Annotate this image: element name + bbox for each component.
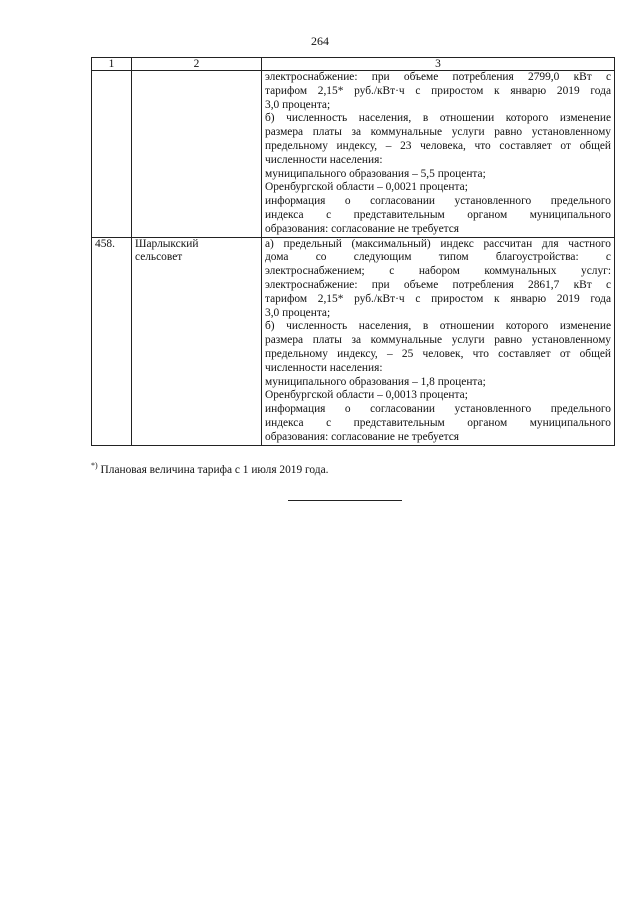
- footnote-mark: *): [91, 461, 98, 470]
- description-line: тарифом 2,15* руб./кВт·ч с приростом к январю 2019 года: [265, 84, 611, 97]
- description-line: информация о согласовании установленного предельного: [265, 195, 611, 208]
- description-line: электроснабжение: при объеме потребления 2861,7 кВт с: [265, 278, 611, 291]
- municipality-name-line: сельсовет: [135, 251, 183, 264]
- table-header-row: [92, 58, 615, 71]
- description-line: численности населения:: [265, 361, 383, 374]
- description-line: электроснабжением; с набором коммунальных услуг:: [265, 265, 611, 278]
- description-line: а) предельный (максимальный) индекс рассчитан для частного: [265, 237, 611, 250]
- description-line: Оренбургской области – 0,0013 процента;: [265, 389, 468, 402]
- header-col-1: 1: [92, 58, 132, 71]
- description-line: муниципального образования – 1,8 процента;: [265, 375, 486, 388]
- description-line: муниципального образования – 5,5 процента;: [265, 167, 486, 180]
- table-row: [92, 237, 615, 445]
- municipality-name-line: Шарлыкский: [135, 237, 199, 250]
- municipality-name: [132, 71, 262, 238]
- description-line: размера платы за коммунальные услуги равно установленному: [265, 334, 611, 347]
- row-number: [92, 71, 132, 238]
- page-number: 264: [311, 34, 329, 48]
- row-number: 458.: [92, 237, 132, 445]
- description-line: предельному индексу, – 25 человек, что составляет от общей: [265, 347, 611, 360]
- description-line: размера платы за коммунальные услуги равно установленному: [265, 126, 611, 139]
- description-line: численности населения:: [265, 153, 383, 166]
- description-line: образования: согласование не требуется: [265, 430, 460, 443]
- description-line: 3,0 процента;: [265, 98, 331, 111]
- header-col-3: 3: [262, 58, 615, 71]
- description-line: электроснабжение: при объеме потребления 2799,0 кВт с: [265, 71, 611, 83]
- footnote-text: Плановая величина тарифа с 1 июля 2019 года.: [100, 463, 329, 476]
- table-row: [92, 71, 615, 238]
- description-line: б) численность населения, в отношении которого изменение: [265, 112, 611, 125]
- description-line: Оренбургской области – 0,0021 процента;: [265, 181, 468, 194]
- description-cell: [262, 71, 615, 238]
- header-col-2: 2: [132, 58, 262, 71]
- description-line: информация о согласовании установленного предельного: [265, 403, 611, 416]
- description-line: б) численность населения, в отношении которого изменение: [265, 320, 611, 333]
- description-line: предельному индексу, – 23 человека, что составляет от общей: [265, 139, 611, 152]
- description-line: дома со следующим типом благоустройства: с: [265, 251, 611, 264]
- separator-line: [288, 500, 402, 501]
- footnote: [91, 461, 329, 476]
- description-line: 3,0 процента;: [265, 306, 331, 319]
- municipality-name: [132, 237, 262, 445]
- description-cell: [262, 237, 615, 445]
- description-line: индекса с представительным органом муниципального: [265, 416, 611, 429]
- description-line: образования: согласование не требуется: [265, 222, 460, 235]
- description-line: индекса с представительным органом муниципального: [265, 208, 611, 221]
- description-line: тарифом 2,15* руб./кВт·ч с приростом к январю 2019 года: [265, 292, 611, 305]
- tariff-table: [91, 57, 615, 446]
